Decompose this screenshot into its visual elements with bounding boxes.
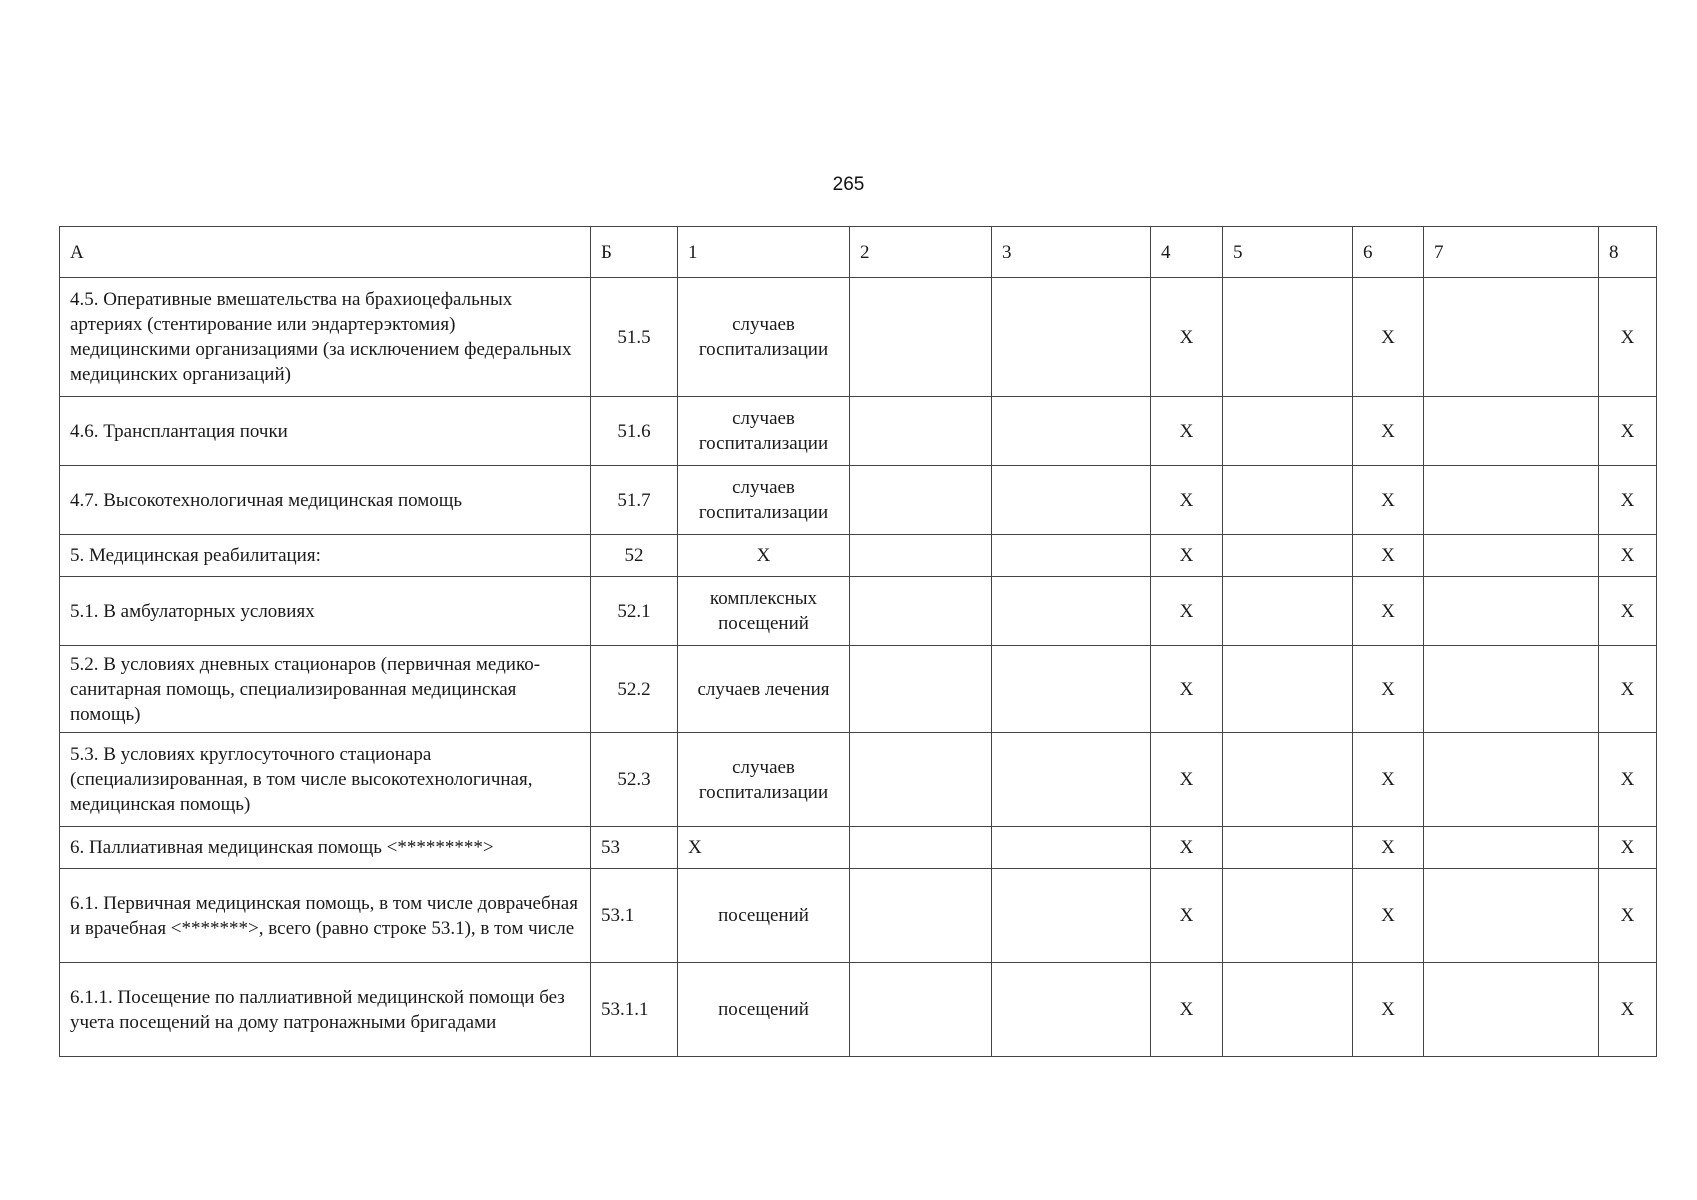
col8-cell: Х bbox=[1599, 827, 1657, 869]
table-row bbox=[60, 278, 1657, 397]
col2-cell bbox=[850, 827, 992, 869]
row-number: 51.5 bbox=[591, 278, 678, 397]
col4-cell: Х bbox=[1151, 827, 1223, 869]
col8-cell: Х bbox=[1599, 646, 1657, 733]
col5-cell bbox=[1223, 278, 1353, 397]
unit-cell: Х bbox=[678, 535, 850, 577]
col5-cell bbox=[1223, 827, 1353, 869]
col2-cell bbox=[850, 278, 992, 397]
col4-cell: Х bbox=[1151, 577, 1223, 646]
table-row bbox=[60, 963, 1657, 1057]
header-cell: А bbox=[60, 227, 591, 278]
col4-cell: Х bbox=[1151, 397, 1223, 466]
col2-cell bbox=[850, 397, 992, 466]
unit-cell: случаев лечения bbox=[678, 646, 850, 733]
col2-cell bbox=[850, 577, 992, 646]
table-row bbox=[60, 577, 1657, 646]
row-description: 4.6. Трансплантация почки bbox=[60, 397, 591, 466]
col3-cell bbox=[992, 278, 1151, 397]
row-description: 4.5. Оперативные вмешательства на брахиоцефальных артериях (стентирование или эндартерэктомия) медицинскими организациями (за исключением федеральных медицинских организаций) bbox=[60, 278, 591, 397]
header-cell: 2 bbox=[850, 227, 992, 278]
col4-cell: Х bbox=[1151, 963, 1223, 1057]
col3-cell bbox=[992, 535, 1151, 577]
row-number: 52.3 bbox=[591, 733, 678, 827]
row-description: 6.1.1. Посещение по паллиативной медицинской помощи без учета посещений на дому патронажными бригадами bbox=[60, 963, 591, 1057]
row-number: 53 bbox=[591, 827, 678, 869]
col3-cell bbox=[992, 827, 1151, 869]
col7-cell bbox=[1424, 827, 1599, 869]
col5-cell bbox=[1223, 646, 1353, 733]
col8-cell: Х bbox=[1599, 278, 1657, 397]
col8-cell: Х bbox=[1599, 535, 1657, 577]
header-cell: 3 bbox=[992, 227, 1151, 278]
col5-cell bbox=[1223, 397, 1353, 466]
col4-cell: Х bbox=[1151, 733, 1223, 827]
col5-cell bbox=[1223, 869, 1353, 963]
row-number: 53.1 bbox=[591, 869, 678, 963]
row-description: 5.1. В амбулаторных условиях bbox=[60, 577, 591, 646]
col8-cell: Х bbox=[1599, 733, 1657, 827]
col2-cell bbox=[850, 963, 992, 1057]
unit-cell: случаев госпитализации bbox=[678, 278, 850, 397]
col4-cell: Х bbox=[1151, 869, 1223, 963]
col3-cell bbox=[992, 646, 1151, 733]
col3-cell bbox=[992, 963, 1151, 1057]
col8-cell: Х bbox=[1599, 466, 1657, 535]
col8-cell: Х bbox=[1599, 397, 1657, 466]
header-cell: Б bbox=[591, 227, 678, 278]
row-number: 53.1.1 bbox=[591, 963, 678, 1057]
header-cell: 5 bbox=[1223, 227, 1353, 278]
row-number: 52 bbox=[591, 535, 678, 577]
col4-cell: Х bbox=[1151, 535, 1223, 577]
col5-cell bbox=[1223, 733, 1353, 827]
table-row bbox=[60, 869, 1657, 963]
col6-cell: Х bbox=[1353, 278, 1424, 397]
col7-cell bbox=[1424, 869, 1599, 963]
col6-cell: Х bbox=[1353, 733, 1424, 827]
unit-cell: случаев госпитализации bbox=[678, 397, 850, 466]
row-number: 51.7 bbox=[591, 466, 678, 535]
col5-cell bbox=[1223, 535, 1353, 577]
unit-cell: случаев госпитализации bbox=[678, 733, 850, 827]
header-cell: 4 bbox=[1151, 227, 1223, 278]
col7-cell bbox=[1424, 733, 1599, 827]
col6-cell: Х bbox=[1353, 827, 1424, 869]
col3-cell bbox=[992, 733, 1151, 827]
header-cell: 7 bbox=[1424, 227, 1599, 278]
col2-cell bbox=[850, 733, 992, 827]
header-cell: 1 bbox=[678, 227, 850, 278]
table-row bbox=[60, 646, 1657, 733]
unit-cell: посещений bbox=[678, 869, 850, 963]
unit-cell: комплексных посещений bbox=[678, 577, 850, 646]
col3-cell bbox=[992, 397, 1151, 466]
col7-cell bbox=[1424, 646, 1599, 733]
col8-cell: Х bbox=[1599, 963, 1657, 1057]
row-description: 5.3. В условиях круглосуточного стационара (специализированная, в том числе высокотехнологичная, медицинская помощь) bbox=[60, 733, 591, 827]
row-number: 52.2 bbox=[591, 646, 678, 733]
row-description: 4.7. Высокотехнологичная медицинская помощь bbox=[60, 466, 591, 535]
col7-cell bbox=[1424, 963, 1599, 1057]
header-cell: 6 bbox=[1353, 227, 1424, 278]
col5-cell bbox=[1223, 963, 1353, 1057]
col7-cell bbox=[1424, 397, 1599, 466]
unit-cell: Х bbox=[678, 827, 850, 869]
col2-cell bbox=[850, 535, 992, 577]
row-number: 52.1 bbox=[591, 577, 678, 646]
row-description: 6. Паллиативная медицинская помощь <*********> bbox=[60, 827, 591, 869]
col5-cell bbox=[1223, 577, 1353, 646]
col8-cell: Х bbox=[1599, 869, 1657, 963]
col3-cell bbox=[992, 466, 1151, 535]
col4-cell: Х bbox=[1151, 278, 1223, 397]
page-number: 265 bbox=[832, 174, 865, 195]
col2-cell bbox=[850, 869, 992, 963]
table-row bbox=[60, 827, 1657, 869]
col7-cell bbox=[1424, 577, 1599, 646]
header-cell: 8 bbox=[1599, 227, 1657, 278]
row-description: 5. Медицинская реабилитация: bbox=[60, 535, 591, 577]
col6-cell: Х bbox=[1353, 535, 1424, 577]
col7-cell bbox=[1424, 535, 1599, 577]
col5-cell bbox=[1223, 466, 1353, 535]
col8-cell: Х bbox=[1599, 577, 1657, 646]
col6-cell: Х bbox=[1353, 397, 1424, 466]
unit-cell: случаев госпитализации bbox=[678, 466, 850, 535]
col7-cell bbox=[1424, 466, 1599, 535]
col4-cell: Х bbox=[1151, 466, 1223, 535]
col3-cell bbox=[992, 869, 1151, 963]
table-row bbox=[60, 397, 1657, 466]
col6-cell: Х bbox=[1353, 869, 1424, 963]
table-row bbox=[60, 535, 1657, 577]
table-row bbox=[60, 466, 1657, 535]
col6-cell: Х bbox=[1353, 466, 1424, 535]
data-table bbox=[59, 226, 1657, 1057]
col4-cell: Х bbox=[1151, 646, 1223, 733]
row-number: 51.6 bbox=[591, 397, 678, 466]
row-description: 5.2. В условиях дневных стационаров (первичная медико-санитарная помощь, специализированная медицинская помощь) bbox=[60, 646, 591, 733]
col6-cell: Х bbox=[1353, 646, 1424, 733]
col3-cell bbox=[992, 577, 1151, 646]
col6-cell: Х bbox=[1353, 963, 1424, 1057]
col6-cell: Х bbox=[1353, 577, 1424, 646]
col2-cell bbox=[850, 646, 992, 733]
table-header-row bbox=[60, 227, 1657, 278]
unit-cell: посещений bbox=[678, 963, 850, 1057]
row-description: 6.1. Первичная медицинская помощь, в том числе доврачебная и врачебная <*******>, всего (равно строке 53.1), в том числе bbox=[60, 869, 591, 963]
col7-cell bbox=[1424, 278, 1599, 397]
col2-cell bbox=[850, 466, 992, 535]
table-row bbox=[60, 733, 1657, 827]
